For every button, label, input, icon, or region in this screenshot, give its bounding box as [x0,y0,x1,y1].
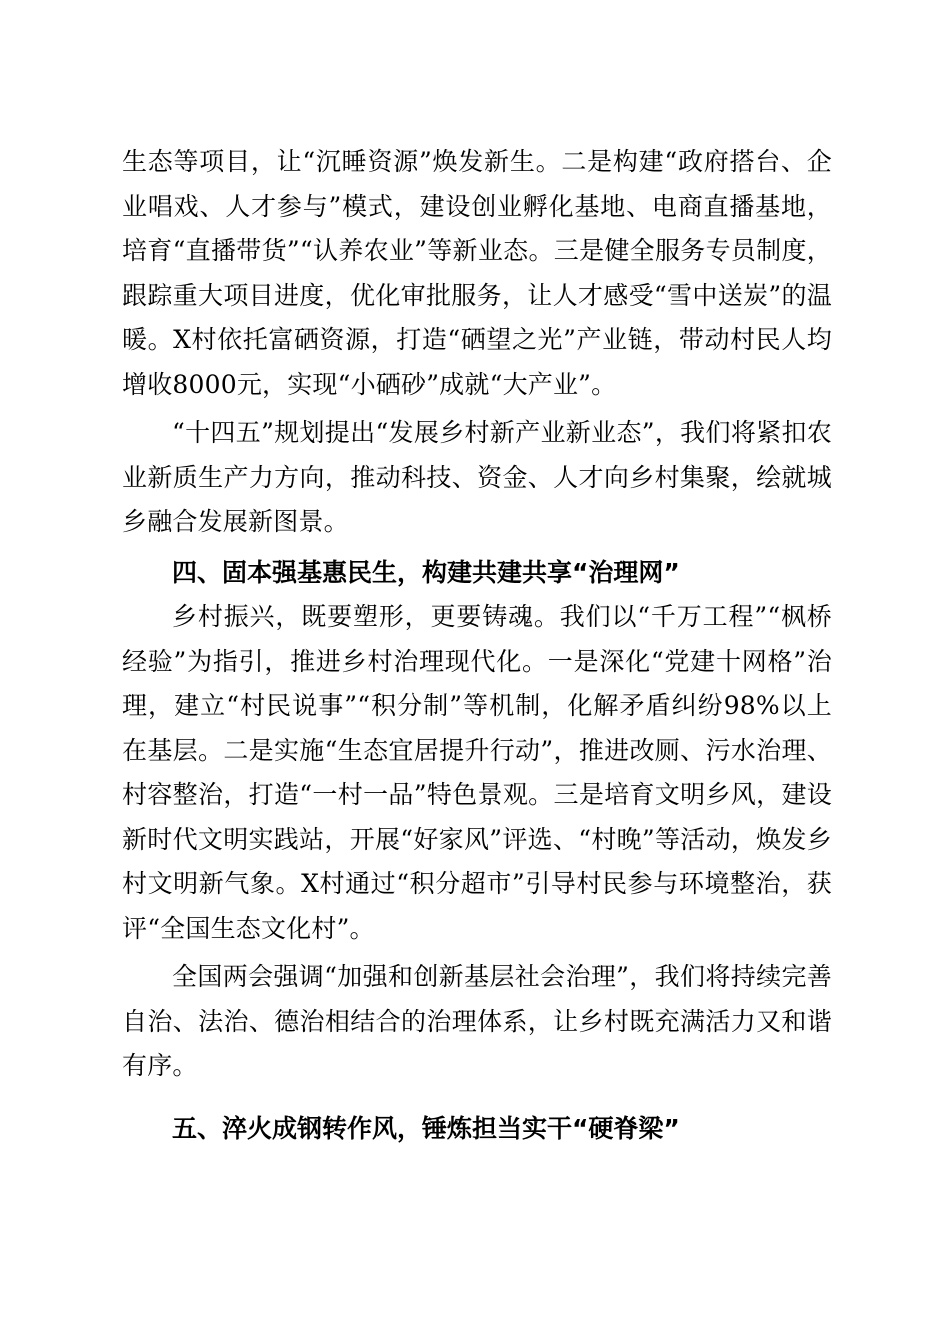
body-paragraph: “十四五”规划提出“发展乡村新产业新业态”，我们将紧扣农业新质生产力方向，推动科技、资金、人才向乡村集聚，绘就城乡融合发展新图景。 [122,418,832,536]
body-paragraph: 全国两会强调“加强和创新基层社会治理”，我们将持续完善自治、法治、德治相结合的治理体系，让乡村既充满活力又和谐有序。 [122,962,832,1080]
section-heading: 四、固本强基惠民生，构建共建共享“治理网” [172,557,680,587]
document-page [122,140,832,1151]
body-paragraph: 乡村振兴，既要塑形，更要铸魂。我们以“千万工程”“枫桥经验”为指引，推进乡村治理现代化。一是深化“党建十网格”治理，建立“村民说事”“积分制”等机制，化解矛盾纠纷98%以上在基层。二是实施“生态宜居提升行动”，推进改厕、污水治理、村容整治，打造“一村一品”特色景观。三是培育文明乡风，建设新时代文明实践站，开展“好家风”评选、“村晚”等活动，焕发乡村文明新气象。X村通过“积分超市”引导村民参与环境整治，获评“全国生态文化村”。 [122,602,832,943]
section-heading: 五、淬火成钢转作风，锤炼担当实干“硬脊梁” [172,1113,680,1143]
body-paragraph: 生态等项目，让“沉睡资源”焕发新生。二是构建“政府搭台、企业唱戏、人才参与”模式，建设创业孵化基地、电商直播基地，培育“直播带货”“认养农业”等新业态。三是健全服务专员制度，跟踪重大项目进度，优化审批服务，让人才感受“雪中送炭”的温暖。X村依托富硒资源，打造“硒望之光”产业链，带动村民人均增收8000元，实现“小硒砂”成就“大产业”。 [122,147,832,399]
